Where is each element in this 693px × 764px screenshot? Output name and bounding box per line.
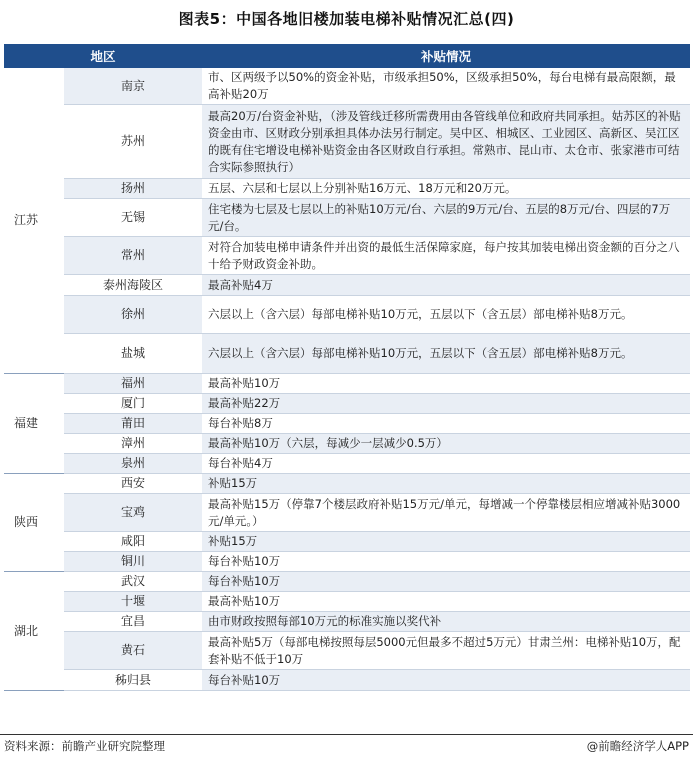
city-cell: 盐城 — [64, 334, 202, 374]
table-row — [4, 179, 690, 199]
table-row — [4, 434, 690, 454]
subsidy-cell: 由市财政按照每部10万元的标准实施以奖代补 — [202, 612, 690, 632]
city-cell: 莆田 — [64, 414, 202, 434]
subsidy-cell: 最高20万/台资金补贴，（涉及管线迁移所需费用由各管线单位和政府共同承担。姑苏区的补贴资金由市、区财政分别承担具体办法另行制定。吴中区、相城区、工业园区、高新区、吴江区的既有住宅增设电梯补贴资金由各区财政自行承担。常熟市、昆山市、太仓市、张家港市可结合实际参照执行） — [202, 105, 690, 179]
subsidy-cell: 补贴15万 — [202, 532, 690, 552]
city-cell: 宜昌 — [64, 612, 202, 632]
table-row — [4, 414, 690, 434]
page-title: 图表5：中国各地旧楼加装电梯补贴情况汇总(四) — [178, 10, 515, 28]
city-cell: 常州 — [64, 237, 202, 275]
city-cell: 南京 — [64, 68, 202, 105]
city-cell: 泰州海陵区 — [64, 275, 202, 296]
city-cell: 咸阳 — [64, 532, 202, 552]
header-subsidy: 补贴情况 — [202, 44, 690, 68]
city-cell: 秭归县 — [64, 670, 202, 691]
table-row — [4, 394, 690, 414]
city-cell: 武汉 — [64, 572, 202, 592]
table-row — [4, 632, 690, 670]
city-cell: 黄石 — [64, 632, 202, 670]
table-header-row — [4, 44, 690, 68]
province-cell: 陕西 — [4, 474, 64, 572]
city-cell: 无锡 — [64, 199, 202, 237]
table-body — [4, 68, 690, 691]
city-cell: 扬州 — [64, 179, 202, 199]
table-row — [4, 296, 690, 334]
province-cell: 江苏 — [4, 68, 64, 374]
subsidy-cell: 最高补贴10万（六层，每减少一层减少0.5万） — [202, 434, 690, 454]
footer — [0, 734, 693, 756]
subsidy-cell: 最高补贴4万 — [202, 275, 690, 296]
city-cell: 漳州 — [64, 434, 202, 454]
city-cell: 厦门 — [64, 394, 202, 414]
table-row — [4, 68, 690, 105]
table-row — [4, 275, 690, 296]
subsidy-table — [4, 44, 690, 691]
subsidy-cell: 六层以上（含六层）每部电梯补贴10万元，五层以下（含五层）部电梯补贴8万元。 — [202, 296, 690, 334]
city-cell: 徐州 — [64, 296, 202, 334]
header-region: 地区 — [4, 44, 202, 68]
subsidy-cell: 每台补贴8万 — [202, 414, 690, 434]
table-row — [4, 474, 690, 494]
subsidy-cell: 住宅楼为七层及七层以上的补贴10万元/台、六层的9万元/台、五层的8万元/台、四层的7万元/台。 — [202, 199, 690, 237]
subsidy-cell: 每台补贴10万 — [202, 572, 690, 592]
subsidy-cell: 五层、六层和七层以上分别补贴16万元、18万元和20万元。 — [202, 179, 690, 199]
table-row — [4, 237, 690, 275]
table-row — [4, 670, 690, 691]
subsidy-cell: 每台补贴10万 — [202, 670, 690, 691]
table-row — [4, 612, 690, 632]
subsidy-cell: 最高补贴5万（每部电梯按照每层5000元但最多不超过5万元）甘肃兰州：电梯补贴10万，配套补贴不低于10万 — [202, 632, 690, 670]
city-cell: 苏州 — [64, 105, 202, 179]
table-row — [4, 199, 690, 237]
table-row — [4, 334, 690, 374]
subsidy-cell: 最高补贴10万 — [202, 374, 690, 394]
table-row — [4, 572, 690, 592]
subsidy-cell: 对符合加装电梯申请条件并出资的最低生活保障家庭，每户按其加装电梯出资金额的百分之八十给予财政资金补助。 — [202, 237, 690, 275]
table-row — [4, 552, 690, 572]
table-row — [4, 494, 690, 532]
city-cell: 西安 — [64, 474, 202, 494]
source-note: 资料来源：前瞻产业研究院整理 — [4, 739, 165, 753]
province-cell: 湖北 — [4, 572, 64, 691]
province-cell: 福建 — [4, 374, 64, 474]
subsidy-cell: 最高补贴15万（停靠7个楼层政府补贴15万元/单元，每增减一个停靠楼层相应增减补贴3000元/单元。） — [202, 494, 690, 532]
table-row — [4, 532, 690, 552]
brand-credit: @前瞻经济学人APP — [586, 739, 689, 753]
subsidy-cell: 市、区两级予以50%的资金补贴，市级承担50%，区级承担50%，每台电梯有最高限额，最高补贴20万 — [202, 68, 690, 105]
city-cell: 宝鸡 — [64, 494, 202, 532]
table-row — [4, 592, 690, 612]
city-cell: 泉州 — [64, 454, 202, 474]
table-row — [4, 105, 690, 179]
city-cell: 福州 — [64, 374, 202, 394]
table-row — [4, 374, 690, 394]
subsidy-cell: 六层以上（含六层）每部电梯补贴10万元，五层以下（含五层）部电梯补贴8万元。 — [202, 334, 690, 374]
subsidy-cell: 补贴15万 — [202, 474, 690, 494]
city-cell: 十堰 — [64, 592, 202, 612]
subsidy-cell: 最高补贴22万 — [202, 394, 690, 414]
subsidy-cell: 每台补贴10万 — [202, 552, 690, 572]
subsidy-cell: 最高补贴10万 — [202, 592, 690, 612]
subsidy-cell: 每台补贴4万 — [202, 454, 690, 474]
city-cell: 铜川 — [64, 552, 202, 572]
table-row — [4, 454, 690, 474]
